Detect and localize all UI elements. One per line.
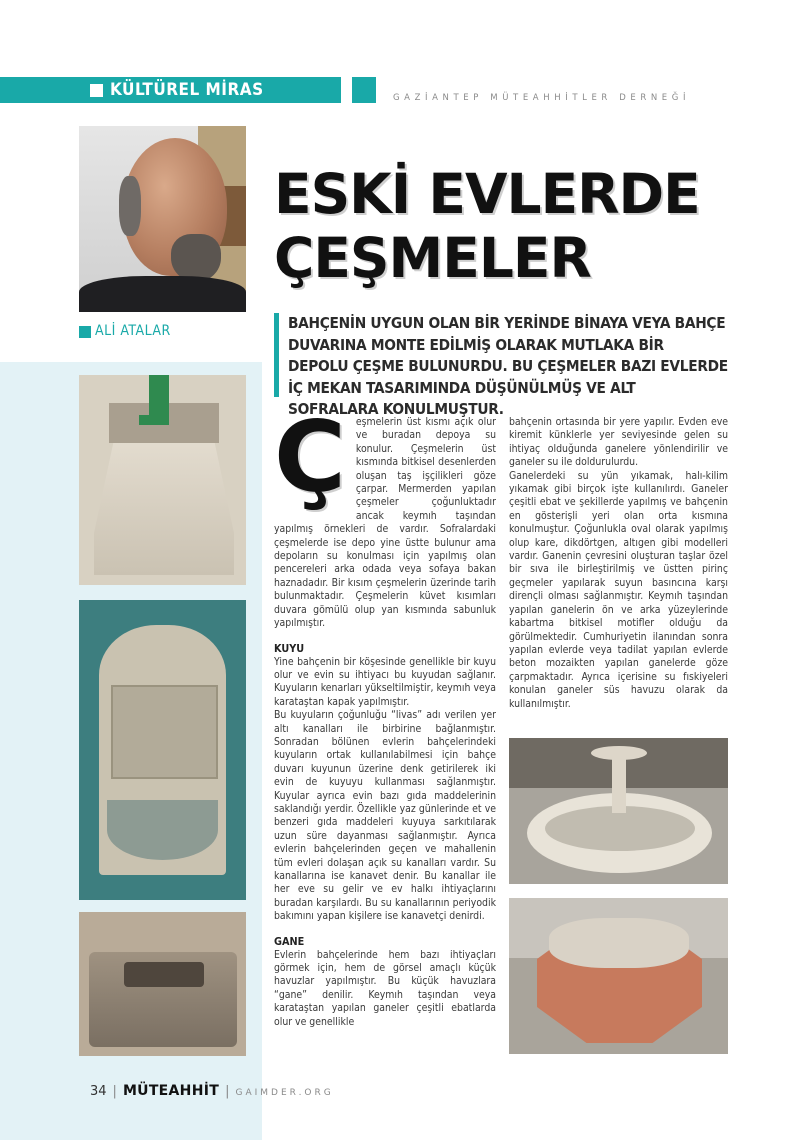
drop-cap: Ç bbox=[274, 401, 346, 515]
intro-paragraph bbox=[274, 401, 496, 631]
gane-paragraph-1a: Evlerin bahçelerinde hem bazı ihtiyaçları görmek için, hem de görsel amaçlı küçük havuzlar yapılmıştır. Bu küçük havuzlara “gane” denilir. Keymıh taşından veya karataştan yapılan ganeler çeşitli ebatlarda olur ve genellikle bbox=[274, 948, 496, 1028]
kuyu-paragraph-2: Bu kuyuların çoğunluğu “livas” adı verilen yer altı kanalları ile birbirine bağlanmıştır. Sonradan bölünen evlerin bahçelerindeki kuyuların ortak kullanılabilmesi için bahçe duvarı kuyunun üzerine denk getirilerek iki evin de kuyuyu kullanması sağlanmıştır. Kuyular ayrıca evin bazı gıda maddelerinin saklandığı yerdir. Özellikle yaz günlerinde et ve benzeri gıda maddeleri kuyuya sarkıtılarak uzun süre dayanması sağlanmıştır. Ayrıca evlerin bahçelerinden geçen ve mahallenin tüm evleri dolaşan açık su kanalları vardır. Su kanallarına ise kanavet denir. Bu kanallar ile her eve su gelir ve ev halkı ihtiyaçlarını buradan karşılardı. Bu su kanallarının periyodik bakımını yapan kişilere ise kanavetçi denirdi. bbox=[274, 709, 496, 923]
intro-text: eşmelerin üst kısmı açık olur ve buradan depoya su konulur. Çeşmelerin üst kısmında bitkisel desenlerden oluşan taş işçilikleri göze çarpar. Mermerden yapılan çeşmeler çoğunluktadır ancak keymıh taşından yapılmış örnekleri de vardır. Sofralardaki çeşmelerde ise depo yine üstte bulunur ama depoların su konulması için yapılmış olan pencereleri arka odada veya sofaya bakan haznadadır. Bir kısım çeşmelerin üzerinde tarih bulunmaktadır. Çeşmelerin küvet kısımları duvara gömülü olup yan kısmında sabunluk yapılmıştır. bbox=[274, 416, 496, 630]
footer-separator: | bbox=[225, 1084, 230, 1099]
page-number: 34 bbox=[90, 1084, 107, 1099]
kuyu-paragraph-1: Yine bahçenin bir köşesinde genellikle bir kuyu olur ve evin su ihtiyacı bu kuyudan sağlanır. Kuyuların kenarları yükseltilmiştir, keymıh veya karataştan kapak yapılmıştır. bbox=[274, 655, 496, 708]
title-line-2: ÇEŞMELER bbox=[274, 226, 591, 290]
lead-accent-bar bbox=[274, 313, 279, 397]
fountain-photo-1 bbox=[79, 375, 246, 585]
article-lead: BAHÇENİN UYGUN OLAN BİR YERİNDE BİNAYA VEYA BAHÇE DUVARINA MONTE EDİLMİŞ OLARAK MUTLAKA BİR DEPOLU ÇEŞME BULUNURDU. BU ÇEŞMELER BAZI EVLERDE İÇ MEKAN TASARIMINDA DÜŞÜNÜLMÜŞ VE ALT SOFRALARA KONULMUŞTUR. bbox=[288, 314, 728, 418]
gane-paragraph-2: Ganelerdeki su yün yıkamak, halı-kilim yıkamak gibi birçok işte kullanılırdı. Ganeler çeşitli ebat ve şekillerde yapılmış ve bahçenin en gösterişli yeri olan orta kısmına konulmuştur. Çoğunlukla oval olarak yapılmış olup kare, dikdörtgen, altıgen gibi modelleri vardır. Ganenin çevresini oluşturan taşlar özel bir sıva ile birleştirilmiş ve üstten pirinç geçmeler yapılarak suyun basıncına karşı dirençli olması sağlanmıştır. Keymıh taşından yapılan ganelerin ön ve arka yüzeylerinde kabartma bitkisel motifler olduğu da görülmektedir. Cumhuriyetin ilanından sonra yapılan evlerde veya tadilat yapılan evlerde beton mozaikten yapılan ganelerde göze çarpmaktadır. Ayrıca içerisine su fıskiyeleri konulan ganeler süs havuzu olarak da kullanılmıştır. bbox=[509, 469, 728, 710]
author-photo bbox=[79, 126, 246, 312]
title-line-1: ESKİ EVLERDE bbox=[274, 162, 700, 226]
kuyu-heading: KUYU bbox=[274, 641, 305, 655]
website-link[interactable]: GAIMDER.ORG bbox=[235, 1088, 334, 1098]
author-name: ALİ ATALAR bbox=[95, 323, 171, 339]
star-pool-photo bbox=[509, 898, 728, 1054]
square-bullet-icon bbox=[79, 326, 91, 338]
page-footer bbox=[90, 1080, 334, 1099]
article-title bbox=[274, 162, 700, 290]
header-accent-square bbox=[352, 77, 376, 103]
round-pool-photo bbox=[509, 738, 728, 884]
magazine-name: MÜTEAHHİT bbox=[122, 1083, 220, 1099]
fountain-photo-3 bbox=[79, 912, 246, 1056]
gane-paragraph-1b: bahçenin ortasında bir yere yapılır. Evden eve kiremit künklerle yer seviyesinde gelen su ihtiyaç olduğunda ganelere yönlendirilir ve ganeler su ile doldurulurdu. bbox=[509, 416, 728, 469]
fountain-photo-2 bbox=[79, 600, 246, 900]
association-name: GAZİANTEP MÜTEAHHİTLER DERNEĞİ bbox=[393, 93, 691, 103]
article-column-2 bbox=[509, 416, 728, 711]
square-bullet-icon bbox=[90, 84, 103, 97]
section-label: KÜLTÜREL MİRAS bbox=[110, 80, 264, 100]
footer-separator: | bbox=[112, 1084, 117, 1099]
article-column-1 bbox=[274, 401, 496, 1029]
gane-heading: GANE bbox=[274, 934, 305, 948]
section-header-bar bbox=[0, 77, 341, 103]
